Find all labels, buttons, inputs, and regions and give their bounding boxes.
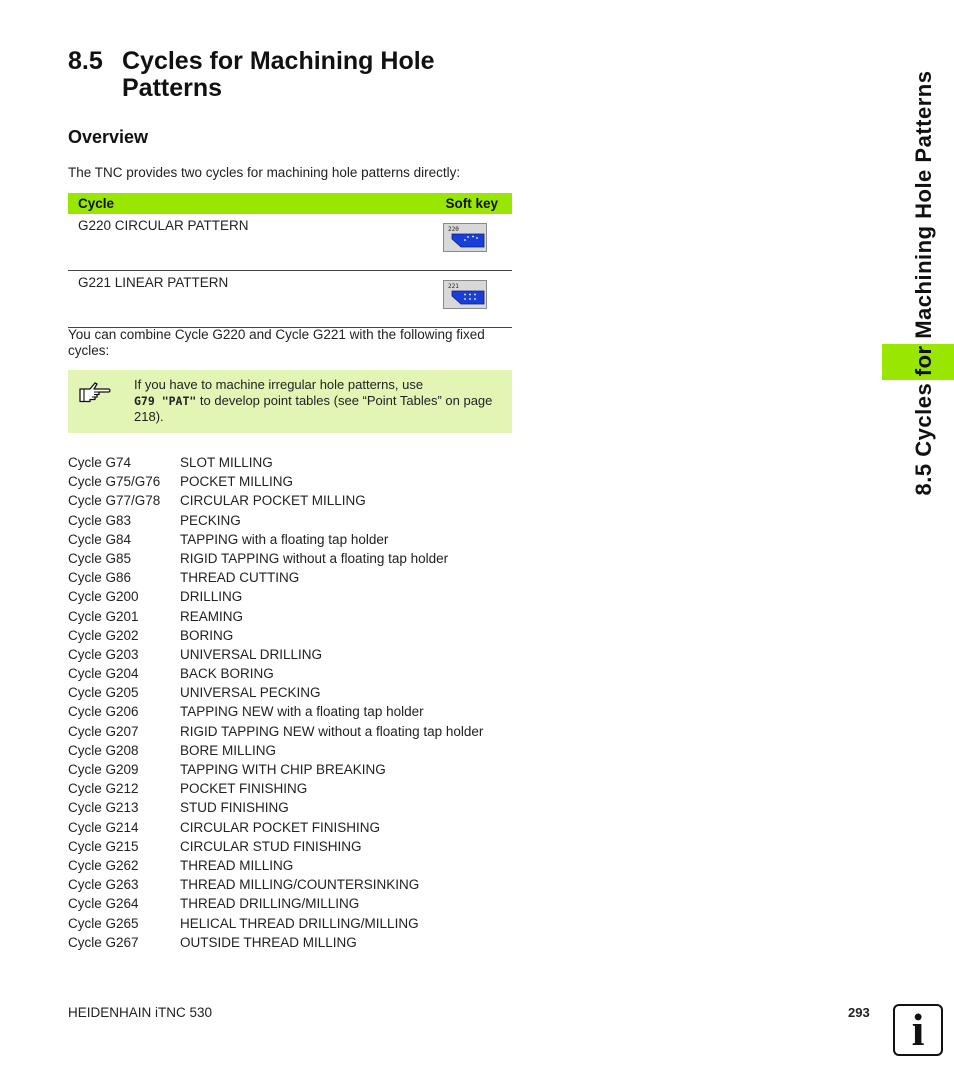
note-text-before: If you have to machine irregular hole patterns, use: [134, 377, 424, 392]
cycle-name: TAPPING NEW with a floating tap holder: [180, 704, 424, 720]
combine-paragraph: You can combine Cycle G220 and Cycle G221 with the following fixed cycles:: [68, 327, 485, 358]
table-cell-cycle: G221 LINEAR PATTERN: [68, 271, 385, 328]
section-title: [68, 48, 502, 102]
cycle-name: POCKET FINISHING: [180, 781, 308, 797]
cycle-name: UNIVERSAL PECKING: [180, 685, 321, 701]
cycle-name: SLOT MILLING: [180, 455, 273, 470]
cycle-id: Cycle G212: [68, 781, 139, 797]
list-item: [68, 530, 518, 549]
cycle-id: Cycle G207: [68, 723, 139, 739]
cycle-name: THREAD CUTTING: [180, 570, 300, 586]
cycle-id: Cycle G215: [68, 838, 139, 854]
softkey-label: 221: [448, 283, 459, 290]
cycle-id: Cycle G262: [68, 857, 139, 873]
cycle-name: STUD FINISHING: [180, 800, 289, 816]
table-cell-softkey: [385, 271, 512, 328]
cycle-name: CIRCULAR STUD FINISHING: [180, 838, 362, 854]
cycle-name: BACK BORING: [180, 666, 274, 682]
cycle-id: Cycle G203: [68, 646, 139, 662]
cycle-id: Cycle G84: [68, 531, 132, 547]
list-item: [68, 875, 518, 894]
cycle-name: RIGID TAPPING NEW without a floating tap holder: [180, 723, 484, 739]
section-title-text: Cycles for Machining Hole Patterns: [122, 47, 435, 102]
cycle-id: Cycle G83: [68, 512, 132, 528]
cycle-id: Cycle G265: [68, 915, 139, 931]
list-item: [68, 702, 518, 721]
cycle-id: Cycle G208: [68, 742, 139, 758]
cycle-name: REAMING: [180, 608, 244, 624]
cycle-name: BORING: [180, 627, 234, 643]
softkey-221[interactable]: [443, 280, 487, 309]
table-cell-softkey: [385, 214, 512, 271]
list-item: [68, 568, 518, 587]
cycle-softkey-table: [68, 193, 512, 328]
cycle-id: Cycle G263: [68, 877, 139, 893]
list-item: [68, 645, 518, 664]
cycle-id: Cycle G74: [68, 455, 132, 470]
cycle-id: Cycle G213: [68, 800, 139, 816]
list-item: [68, 779, 518, 798]
table-header-row: [68, 193, 512, 214]
list-item: [68, 587, 518, 606]
list-item: [68, 914, 518, 933]
cycle-id: Cycle G201: [68, 608, 139, 624]
cycle-id: Cycle G200: [68, 589, 139, 605]
list-item: [68, 683, 518, 702]
list-item: [68, 933, 518, 952]
cycle-name: POCKET MILLING: [180, 474, 294, 490]
circular-pattern-softkey-icon: [444, 224, 488, 253]
list-item: [68, 491, 518, 510]
cycle-name: OUTSIDE THREAD MILLING: [180, 934, 357, 950]
table-cell-cycle: G220 CIRCULAR PATTERN: [68, 214, 385, 271]
cycle-id: Cycle G264: [68, 896, 139, 912]
list-item: [68, 549, 518, 568]
footer-product-name: HEIDENHAIN iTNC 530: [68, 1005, 213, 1020]
cycle-name: TAPPING WITH CHIP BREAKING: [180, 762, 386, 777]
cycle-id: Cycle G86: [68, 570, 132, 586]
info-icon-glyph: i: [911, 1004, 925, 1055]
list-item: [68, 818, 518, 837]
list-item: [68, 760, 518, 779]
cycle-name: CIRCULAR POCKET MILLING: [180, 493, 366, 509]
cycle-name: UNIVERSAL DRILLING: [180, 646, 323, 662]
note-code: G79 "PAT": [134, 394, 197, 408]
cycle-id: Cycle G85: [68, 550, 132, 566]
page-number: 293: [848, 1005, 870, 1020]
compatible-cycles-list: [68, 453, 518, 952]
note-box: [68, 370, 512, 433]
softkey-label: 220: [448, 226, 459, 233]
cycle-id: Cycle G214: [68, 819, 139, 835]
list-item: [68, 856, 518, 875]
cycle-name: CIRCULAR POCKET FINISHING: [180, 819, 381, 835]
list-item: [68, 741, 518, 760]
table-row: [68, 214, 512, 271]
list-item: [68, 894, 518, 913]
cycle-name: TAPPING with a floating tap holder: [180, 531, 389, 547]
cycle-name: BORE MILLING: [180, 742, 277, 758]
cycle-name: RIGID TAPPING without a floating tap holder: [180, 550, 449, 566]
pointing-hand-icon: [78, 378, 112, 404]
list-item: [68, 453, 518, 472]
list-item: [68, 837, 518, 856]
cycle-name: PECKING: [180, 512, 241, 528]
cycle-name: THREAD MILLING/COUNTERSINKING: [180, 877, 420, 893]
side-running-title: 8.5 Cycles for Machining Hole Patterns: [911, 70, 936, 496]
overview-heading: Overview: [68, 127, 149, 147]
list-item: [68, 798, 518, 817]
section-number: 8.5: [68, 47, 103, 75]
cycle-name: THREAD MILLING: [180, 857, 294, 873]
cycle-id: Cycle G77/G78: [68, 493, 161, 509]
column-header-cycle: Cycle: [68, 193, 385, 214]
cycle-id: Cycle G75/G76: [68, 474, 161, 490]
list-item: [68, 664, 518, 683]
softkey-220[interactable]: [443, 223, 487, 252]
list-item: [68, 607, 518, 626]
cycle-id: Cycle G267: [68, 934, 139, 950]
cycle-name: HELICAL THREAD DRILLING/MILLING: [180, 915, 419, 931]
info-icon: [893, 1004, 943, 1056]
cycle-id: Cycle G204: [68, 666, 139, 682]
note-text: [134, 377, 504, 425]
cycle-id: Cycle G206: [68, 704, 139, 720]
cycle-id: Cycle G209: [68, 762, 139, 777]
table-row: [68, 271, 512, 328]
list-item: [68, 626, 518, 645]
list-item: [68, 472, 518, 491]
cycle-id: Cycle G205: [68, 685, 139, 701]
cycle-name: DRILLING: [180, 589, 243, 605]
cycle-name: THREAD DRILLING/MILLING: [180, 896, 360, 912]
list-item: [68, 511, 518, 530]
list-item: [68, 722, 518, 741]
intro-paragraph: The TNC provides two cycles for machining hole patterns directly:: [68, 165, 461, 180]
linear-pattern-softkey-icon: [444, 281, 488, 310]
note-text-after: to develop point tables (see “Point Tables” on page 218).: [134, 393, 493, 424]
column-header-softkey: Soft key: [385, 193, 512, 214]
cycle-id: Cycle G202: [68, 627, 139, 643]
